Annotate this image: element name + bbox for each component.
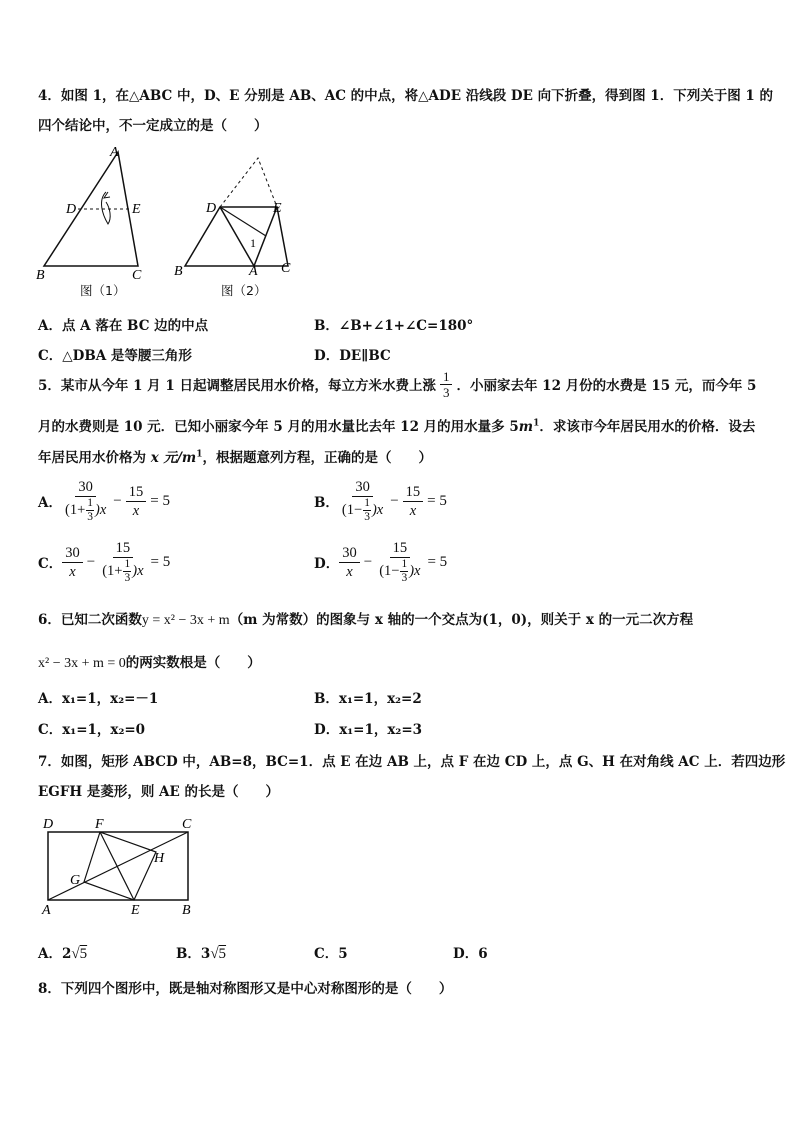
q5b-fraction-1 — [339, 478, 386, 524]
q5d-fraction-1 — [339, 544, 360, 581]
q6-option-d[interactable]: D．x₁=1，x₂=3 — [314, 722, 423, 738]
q7-option-a[interactable]: A．2√5 — [38, 946, 88, 962]
q7-label-C: C — [182, 817, 192, 832]
q5a-f1-den-a: (1+ — [64, 501, 86, 518]
q5-stem-line2-text-b: ．求该市今年居民用水的价格．设去 — [539, 419, 756, 435]
q5b-f1-den-b: )x — [371, 501, 384, 518]
q5d-inner-fraction — [400, 558, 408, 585]
q4f1-label-C: C — [132, 268, 142, 283]
q6-stem-line1-text-a: 6．已知二次函数 — [38, 612, 142, 628]
q4f2-label-C: C — [281, 261, 291, 276]
q5b-inner-den: 3 — [364, 511, 370, 523]
q5-price-unit-exponent: 1 — [196, 449, 203, 460]
q5d-f2-den-b: )x — [409, 562, 421, 579]
q5c-f2-denominator — [99, 558, 146, 585]
q5d-f2-den-a: (1− — [379, 562, 400, 579]
q5d-inner-num: 1 — [401, 558, 408, 570]
q6-stem-line1-text-b: （m 为常数）的图象与 x 轴的一个交点为(1，0)，则关于 x 的一元二次方程 — [229, 612, 694, 628]
q5-price-rise-denominator: 3 — [442, 384, 450, 400]
q4-stem-line1: 4．如图 1，在△ABC 中，D、E 分别是 AB、AC 的中点，将△ADE 沿线段 DE 向下折叠，得到图 1．下列关于图 1 的 — [38, 88, 773, 104]
q6-option-b[interactable]: B．x₁=1，x₂=2 — [314, 691, 422, 707]
q5a-rhs: = 5 — [150, 492, 170, 509]
q5b-rhs: = 5 — [427, 492, 447, 509]
q4f2-label-B: B — [174, 264, 183, 279]
q5a-fraction-2 — [126, 483, 147, 520]
q5a-f2-denominator: x — [132, 502, 140, 519]
q5b-f1-den-a: (1− — [341, 501, 363, 518]
q7-stem-line2: EGFH 是菱形，则 AE 的长是（ ） — [38, 784, 280, 800]
q5-stem-line3-text-b: ，根据题意列方程，正确的是（ ） — [202, 450, 432, 466]
q4-option-c[interactable]: C．△DBA 是等腰三角形 — [38, 348, 192, 364]
q5c-inner-den: 3 — [124, 572, 131, 584]
q4-option-b[interactable]: B．∠B+∠1+∠C=180° — [314, 318, 474, 334]
q6-stem-line2 — [38, 651, 261, 672]
q7-label-D: D — [43, 817, 54, 832]
q5d-f1-denominator: x — [346, 563, 353, 580]
q5-stem-line1 — [38, 369, 756, 399]
q4-stem-line2: 四个结论中，不一定成立的是（ ） — [38, 118, 268, 134]
q4f2-label-D: D — [206, 201, 217, 216]
q5a-f2-numerator: 15 — [126, 483, 147, 502]
q5c-operator: − — [86, 553, 96, 570]
q5-stem-line3 — [38, 446, 432, 466]
q5b-f2-denominator: x — [409, 502, 417, 519]
q6-stem-line1 — [38, 608, 693, 629]
q5a-operator: − — [113, 492, 122, 509]
q4-option-d[interactable]: D．DE∥BC — [314, 348, 391, 364]
q5-option-b-label: B． — [314, 495, 339, 511]
q5d-inner-den: 3 — [401, 572, 408, 584]
q5-option-c[interactable] — [38, 533, 170, 591]
q7-option-a-label: A．2 — [38, 946, 72, 962]
q4f2-angle-1: 1 — [250, 236, 256, 250]
q5-unit-exponent: 1 — [533, 418, 540, 429]
q5-option-a-label: A． — [38, 495, 62, 511]
q7-option-b-radicand: 5 — [218, 946, 227, 962]
q5a-f1-numerator: 30 — [75, 478, 96, 497]
q5-stem-line2 — [38, 415, 755, 435]
q7-label-E: E — [131, 903, 140, 918]
q7-option-b[interactable]: B．3√5 — [176, 946, 227, 962]
q5-option-c-label: C． — [38, 556, 63, 572]
q4-figure-2-caption: 图（2） — [221, 283, 267, 298]
q5-stem-line3-text-a: 年居民用水价格为 — [38, 450, 146, 466]
q5d-fraction-2 — [376, 539, 423, 585]
q5c-inner-fraction — [123, 558, 131, 585]
q5-stem-line2-text-a: 月的水费则是 10 元．已知小丽家今年 5 月的用水量比去年 12 月的用水量多 5 — [38, 419, 519, 435]
q4-figure-1-caption: 图（1） — [80, 283, 126, 298]
q7-label-F: F — [95, 817, 104, 832]
q5b-inner-num: 1 — [364, 497, 370, 509]
q5b-f2-numerator: 15 — [403, 483, 424, 502]
q5c-fraction-1 — [62, 544, 83, 581]
q7-option-a-radicand: 5 — [79, 946, 88, 962]
q5d-f2-numerator: 15 — [390, 539, 411, 558]
q5a-f1-den-b: )x — [95, 501, 107, 518]
q6-option-c[interactable]: C．x₁=1，x₂=0 — [38, 722, 146, 738]
q7-label-G: G — [70, 873, 81, 888]
q6-equation: x² − 3x + m = 0 — [38, 656, 126, 671]
q6-stem-line2-text: 的两实数根是（ ） — [125, 655, 261, 671]
q5a-inner-den: 3 — [87, 511, 93, 523]
q5-price-rise-fraction — [440, 369, 453, 400]
q5-option-d-label: D． — [314, 556, 340, 572]
q5-stem-line1-text-b: ．小丽家去年 12 月份的水费是 15 元，而今年 5 — [456, 378, 757, 394]
q5-option-a[interactable] — [38, 472, 170, 530]
q5-price-rise-numerator: 1 — [440, 369, 453, 385]
q5b-f1-numerator: 30 — [352, 478, 373, 497]
q5c-rhs: = 5 — [150, 553, 171, 570]
q4-option-a[interactable]: A．点 A 落在 BC 边的中点 — [38, 318, 209, 334]
q5d-f1-numerator: 30 — [339, 544, 360, 563]
q5c-f2-den-a: (1+ — [102, 562, 123, 579]
q5a-fraction-1 — [62, 478, 109, 524]
q4-figure-1 — [36, 142, 166, 297]
q5c-inner-num: 1 — [124, 558, 131, 570]
q5-option-d[interactable] — [314, 533, 447, 591]
q6-function: y = x² − 3x + m — [141, 613, 230, 628]
q5d-operator: − — [363, 553, 373, 570]
q5d-rhs: = 5 — [427, 553, 448, 570]
q5a-inner-fraction — [86, 497, 94, 524]
q4f1-label-B: B — [36, 268, 45, 283]
q4f1-label-D: D — [66, 202, 77, 217]
q5-price-unit: 元/m — [163, 450, 197, 466]
q7-label-B: B — [182, 903, 191, 918]
q4f2-label-A: A — [249, 264, 258, 279]
q5a-inner-num: 1 — [87, 497, 93, 509]
q7-stem-line1: 7．如图，矩形 ABCD 中，AB=8，BC=1．点 E 在边 AB 上，点 F 在边 CD 上，点 G、H 在对角线 AC 上．若四边形 — [38, 754, 786, 770]
q5b-f1-denominator — [339, 497, 386, 524]
q4f1-label-E: E — [132, 202, 141, 217]
q8-stem-line1: 8．下列四个图形中，既是轴对称图形又是中心对称图形的是（ ） — [38, 981, 453, 997]
q5-option-b[interactable] — [314, 472, 447, 530]
q5-stem-line1-text-a: 5．某市从今年 1 月 1 日起调整居民用水价格，每立方米水费上涨 — [38, 378, 436, 394]
q7-label-H: H — [154, 851, 165, 866]
q4f1-label-A: A — [110, 145, 119, 160]
q5b-inner-fraction — [363, 497, 371, 524]
q5c-f1-numerator: 30 — [62, 544, 83, 563]
q7-option-c[interactable]: C．5 — [314, 946, 348, 962]
q5c-f2-den-b: )x — [132, 562, 144, 579]
q5d-f2-denominator — [376, 558, 423, 585]
q7-figure — [36, 814, 206, 922]
q5c-f2-numerator: 15 — [113, 539, 134, 558]
q6-option-a[interactable]: A．x₁=1，x₂=－1 — [38, 691, 159, 707]
q5b-fraction-2 — [403, 483, 424, 520]
q5c-fraction-2 — [99, 539, 146, 585]
q4f2-label-E: E — [273, 201, 282, 216]
q5a-f1-denominator — [62, 497, 109, 524]
q7-option-d[interactable]: D．6 — [453, 946, 488, 962]
q7-option-b-label: B．3 — [176, 946, 211, 962]
q5c-f1-denominator: x — [69, 563, 76, 580]
q5-unit: m — [518, 419, 534, 435]
q7-label-A: A — [42, 903, 51, 918]
q4-figure-2 — [172, 150, 300, 280]
q5-variable-x: x — [150, 450, 159, 466]
q5b-operator: − — [390, 492, 399, 509]
